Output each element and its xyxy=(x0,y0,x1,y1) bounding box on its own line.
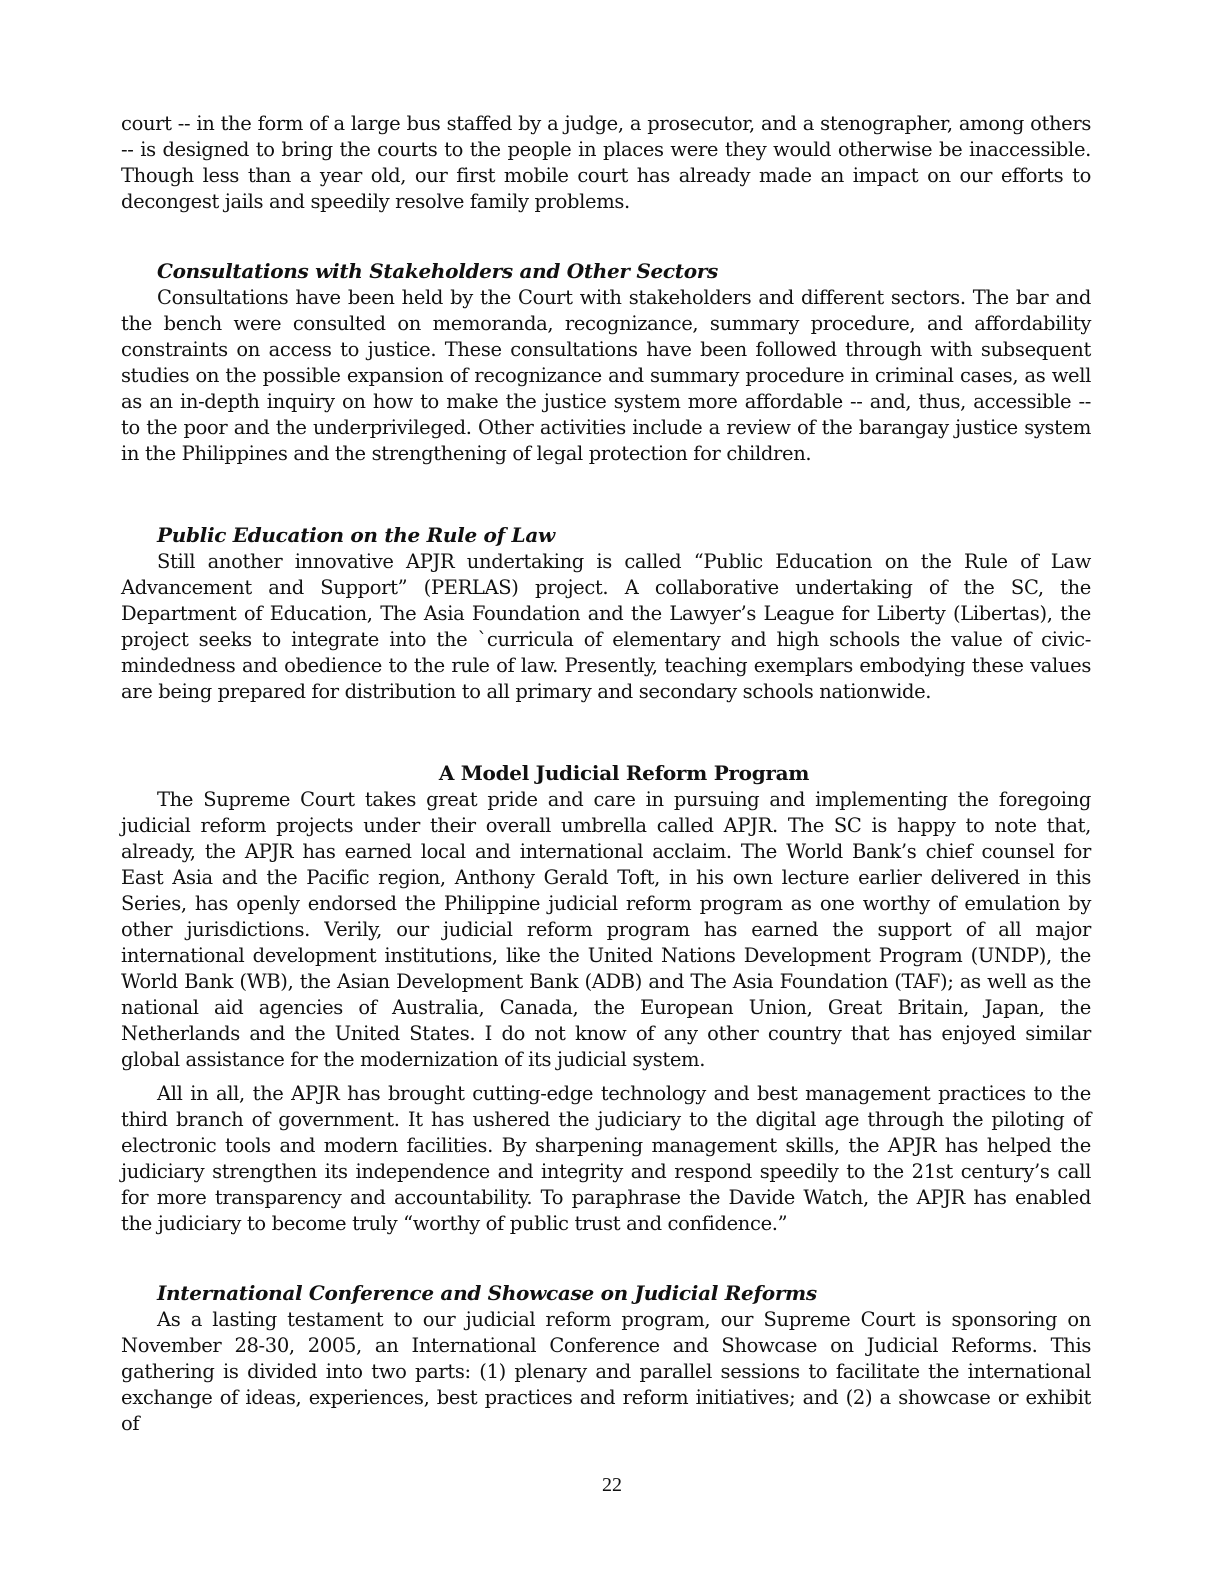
spacer xyxy=(121,1237,1091,1279)
model-program-heading: A Model Judicial Reform Program xyxy=(438,761,810,785)
spacer xyxy=(121,1073,1091,1081)
spacer xyxy=(121,705,1091,759)
international-conference-paragraph: As a lasting testament to our judicial reform program, our Supreme Court is sponsoring on November 28-30, 2005, an International Conference and Showcase on Judicial Reforms. This gathering is divided into two parts: (1) plenary and parallel sessions to facilitate the international exchange of ideas, experiences, best practices and reform initiatives; and (2) a showcase or exhibit of xyxy=(121,1308,1091,1435)
spacer xyxy=(121,467,1091,521)
international-conference-heading: International Conference and Showcase on Judicial Reforms xyxy=(157,1281,817,1305)
consultations-heading: Consultations with Stakeholders and Other Sectors xyxy=(157,259,718,283)
spacer xyxy=(121,215,1091,257)
model-program-paragraph-1: The Supreme Court takes great pride and care in pursuing and implementing the foregoing judicial reform projects under their overall umbrella called APJR. The SC is happy to note that, already, the APJR has earned local and international acclaim. The World Bank’s chief counsel for East Asia and the Pacific region, Anthony Gerald Toft, in his own lecture earlier delivered in this Series, has openly endorsed the Philippine judicial reform program as one worthy of emulation by other jurisdictions. Verily, our judicial reform program has earned the support of all major international development institutions, like the United Nations Development Program (UNDP), the World Bank (WB), the Asian Development Bank (ADB) and The Asia Foundation (TAF); as well as the national aid agencies of Australia, Canada, the European Union, Great Britain, Japan, the Netherlands and the United States. I do not know of any other country that has enjoyed similar global assistance for the modernization of its judicial system. xyxy=(121,788,1091,1071)
document-body xyxy=(121,111,1091,1437)
model-program-paragraph-2: All in all, the APJR has brought cutting-edge technology and best management practices to the third branch of government. It has ushered the judiciary to the digital age through the piloting of electronic tools and modern facilities. By sharpening management skills, the APJR has helped the judiciary strengthen its independence and integrity and respond speedily to the 21st century’s call for more transparency and accountability. To paraphrase the Davide Watch, the APJR has enabled the judiciary to become truly “worthy of public trust and confidence.” xyxy=(121,1082,1091,1235)
public-education-heading: Public Education on the Rule of Law xyxy=(157,523,555,547)
intro-paragraph: court -- in the form of a large bus staffed by a judge, a prosecutor, and a stenographer, among others -- is designed to bring the courts to the people in places were they would otherwise be inaccessible. Though less than a year old, our first mobile court has already made an impact on our efforts to decongest jails and speedily resolve family problems. xyxy=(121,112,1091,213)
public-education-paragraph: Still another innovative APJR undertaking is called “Public Education on the Rule of Law Advancement and Support” (PERLAS) project. A collaborative undertaking of the SC, the Department of Education, The Asia Foundation and the Lawyer’s League for Liberty (Libertas), the project seeks to integrate into the `curricula of elementary and high schools the value of civic-mindedness and obedience to the rule of law. Presently, teaching exemplars embodying these values are being prepared for distribution to all primary and secondary schools nationwide. xyxy=(121,550,1091,703)
consultations-paragraph: Consultations have been held by the Court with stakeholders and different sectors. The bar and the bench were consulted on memoranda, recognizance, summary procedure, and affordability constraints on access to justice. These consultations have been followed through with subsequent studies on the possible expansion of recognizance and summary procedure in criminal cases, as well as an in-depth inquiry on how to make the justice system more affordable -- and, thus, accessible -- to the poor and the underprivileged. Other activities include a review of the barangay justice system in the Philippines and the strengthening of legal protection for children. xyxy=(121,286,1091,465)
page-number: 22 xyxy=(602,1474,622,1496)
